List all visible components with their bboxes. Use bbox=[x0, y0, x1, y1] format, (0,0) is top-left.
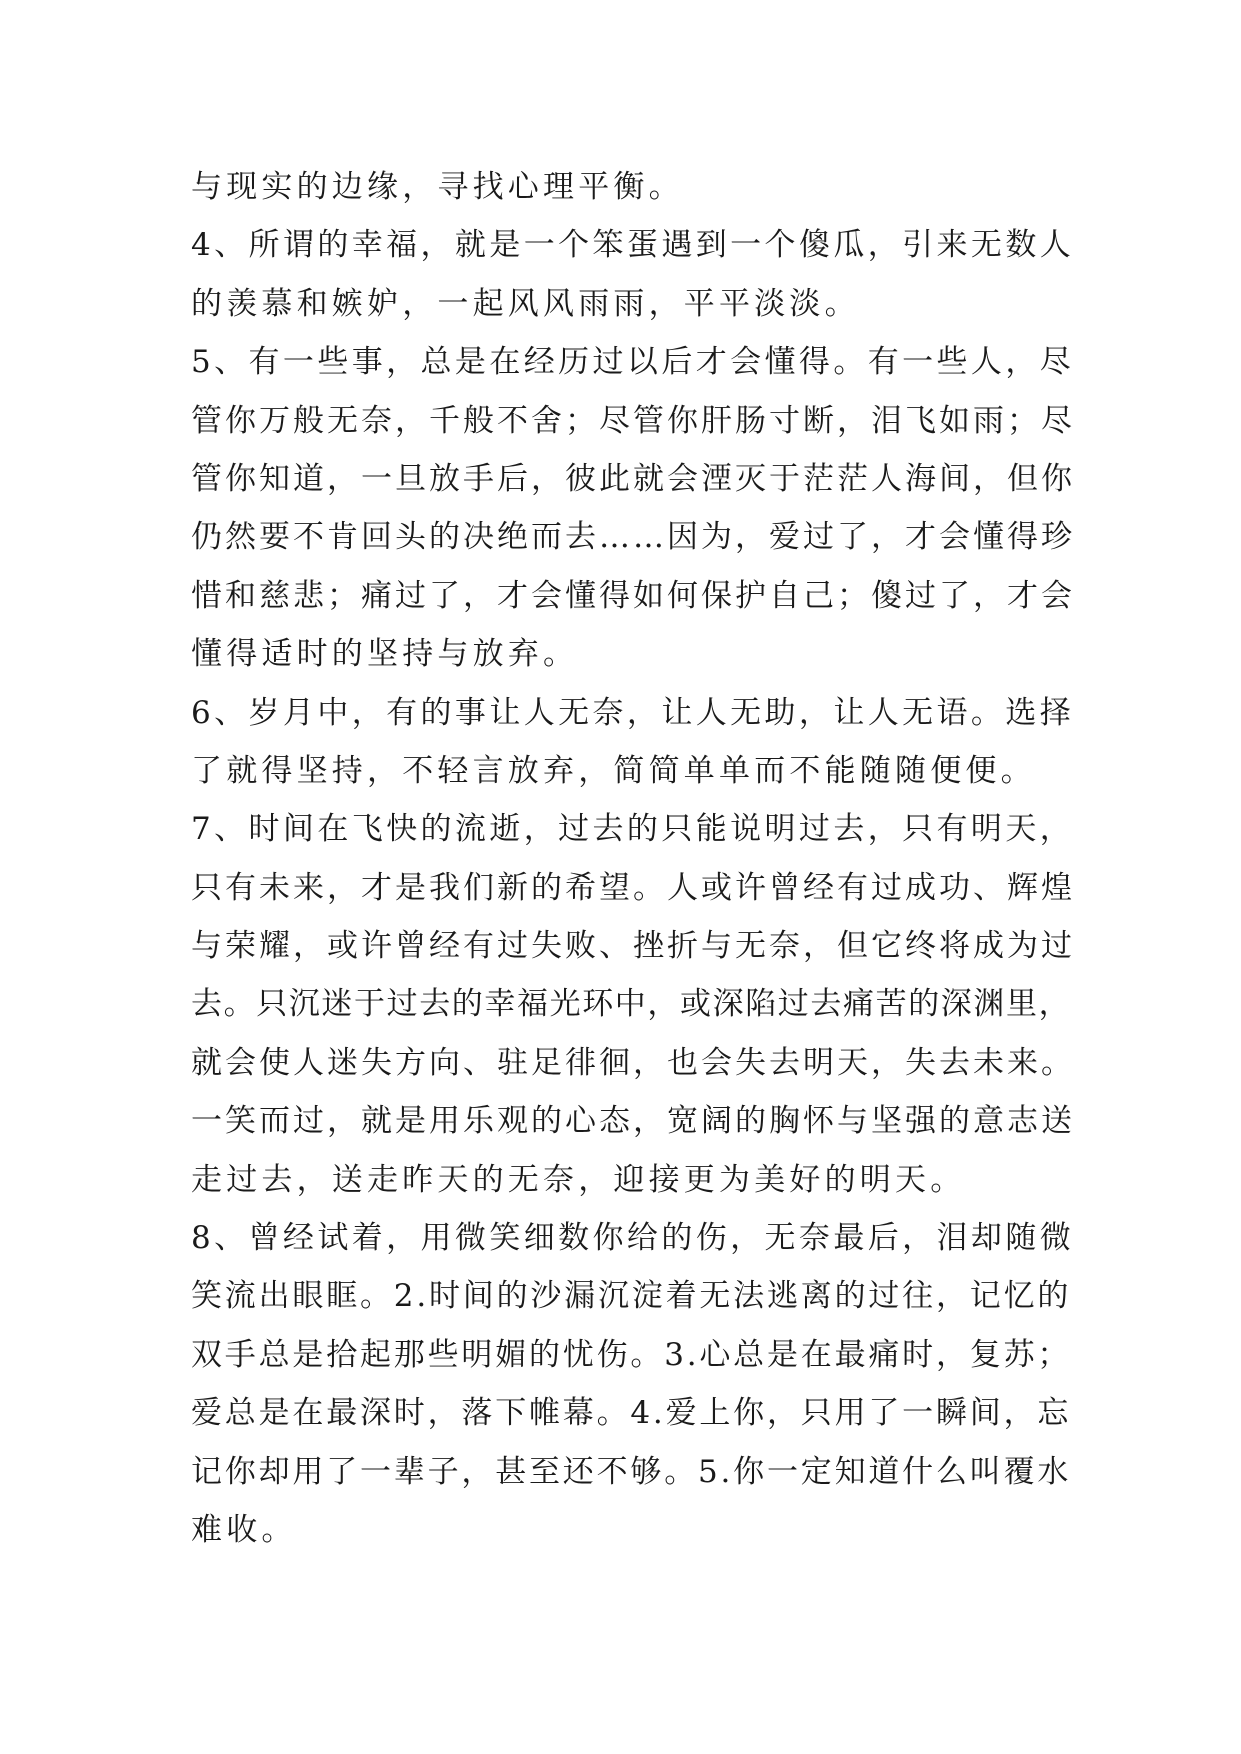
text-line: 4、所谓的幸福，就是一个笨蛋遇到一个傻瓜，引来无数人 bbox=[191, 227, 1075, 264]
text-line: 6、岁月中，有的事让人无奈，让人无助，让人无语。选择 bbox=[191, 694, 1075, 731]
text-line: 爱总是在最深时，落下帷幕。4.爱上你，只用了一瞬间，忘 bbox=[191, 1395, 1072, 1432]
text-line: 仍然要不肯回头的决绝而去……因为，爱过了，才会懂得珍 bbox=[191, 519, 1075, 556]
text-line: 惜和慈悲；痛过了，才会懂得如何保护自己；傻过了，才会 bbox=[191, 577, 1075, 614]
text-line: 一笑而过，就是用乐观的心态，宽阔的胸怀与坚强的意志送 bbox=[191, 1103, 1075, 1140]
text-line: 走过去，送走昨天的无奈，迎接更为美好的明天。 bbox=[191, 1161, 966, 1198]
text-line: 笑流出眼眶。2.时间的沙漏沉淀着无法逃离的过往，记忆的 bbox=[191, 1278, 1072, 1315]
text-line: 懂得适时的坚持与放弃。 bbox=[191, 636, 579, 673]
text-line: 了就得坚持，不轻言放弃，简简单单而不能随随便便。 bbox=[191, 752, 1036, 789]
text-line: 记你却用了一辈子，甚至还不够。5.你一定知道什么叫覆水 bbox=[191, 1453, 1072, 1490]
text-line: 双手总是拾起那些明媚的忧伤。3.心总是在最痛时，复苏； bbox=[191, 1336, 1072, 1373]
document-body bbox=[191, 158, 1075, 1559]
text-line: 与现实的边缘，寻找心理平衡。 bbox=[191, 169, 684, 205]
text-line: 管你万般无奈，千般不舍；尽管你肝肠寸断，泪飞如雨；尽 bbox=[191, 402, 1075, 439]
text-line: 与荣耀，或许曾经有过失败、挫折与无奈，但它终将成为过 bbox=[191, 928, 1075, 965]
text-line: 5、有一些事，总是在经历过以后才会懂得。有一些人，尽 bbox=[191, 344, 1075, 381]
text-line: 管你知道，一旦放手后，彼此就会湮灭于茫茫人海间，但你 bbox=[191, 460, 1075, 497]
text-line: 去。只沉迷于过去的幸福光环中，或深陷过去痛苦的深渊里， bbox=[191, 986, 1072, 1023]
text-line: 就会使人迷失方向、驻足徘徊，也会失去明天，失去未来。 bbox=[191, 1044, 1075, 1081]
text-line: 7、时间在飞快的流逝，过去的只能说明过去，只有明天， bbox=[191, 811, 1075, 848]
text-line: 难收。 bbox=[191, 1511, 297, 1548]
text-line: 8、曾经试着，用微笑细数你给的伤，无奈最后，泪却随微 bbox=[191, 1220, 1075, 1257]
text-line: 只有未来，才是我们新的希望。人或许曾经有过成功、辉煌 bbox=[191, 869, 1075, 906]
text-line: 的羡慕和嫉妒，一起风风雨雨，平平淡淡。 bbox=[191, 285, 860, 322]
